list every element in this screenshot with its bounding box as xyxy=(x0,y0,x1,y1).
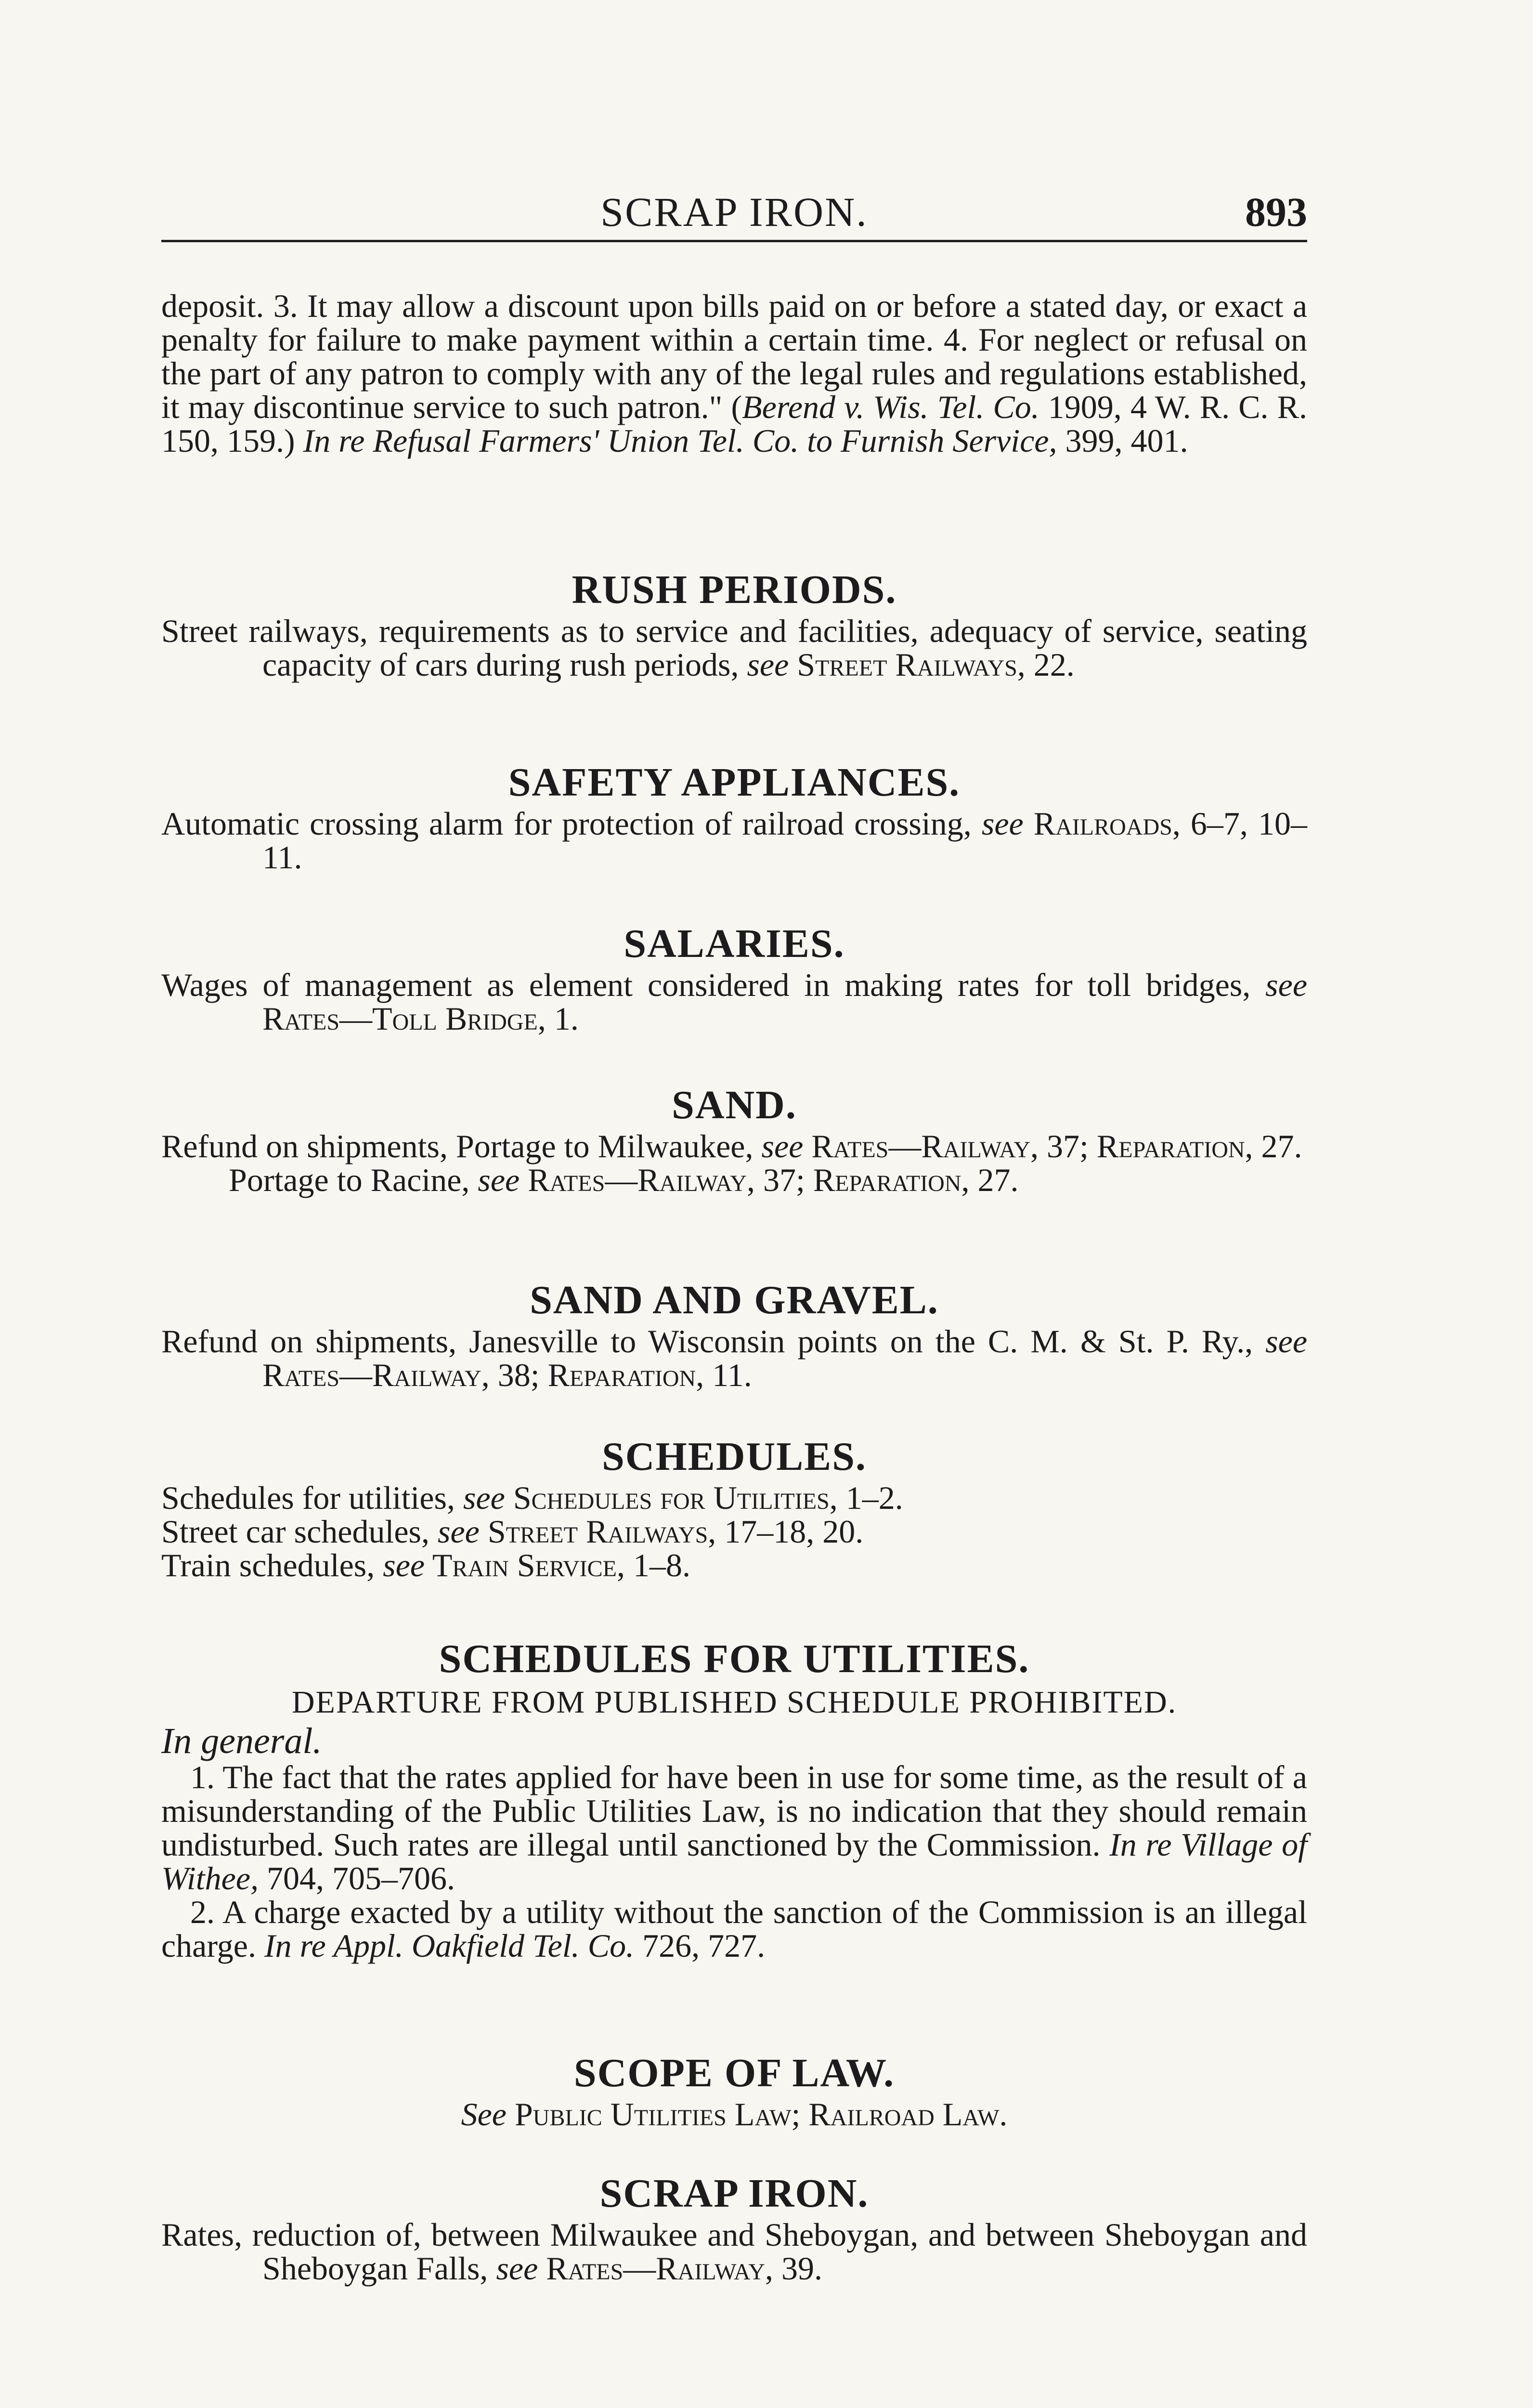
see-word: see xyxy=(478,1162,520,1198)
index-entry xyxy=(161,2097,1307,2131)
header-rule xyxy=(161,240,1307,242)
see-word: see xyxy=(761,1128,804,1165)
running-title: SCRAP IRON. xyxy=(600,189,868,235)
case-ref: 726, 727. xyxy=(634,1927,766,1964)
entry-ref: Train Service, 1–8. xyxy=(425,1547,690,1584)
index-entry xyxy=(161,968,1307,1035)
section-schedules-for-utilities xyxy=(161,1635,1307,1963)
entry-ref: Rates—Railway, 37; Reparation, 27. xyxy=(803,1128,1302,1165)
section-safety-appliances xyxy=(161,759,1307,874)
case-name: In re Appl. Oakfield Tel. Co. xyxy=(264,1927,635,1964)
section-heading: SAND AND GRAVEL. xyxy=(530,1278,939,1322)
section-rush-periods xyxy=(161,566,1307,681)
section-heading: SCOPE OF LAW. xyxy=(573,2051,895,2095)
section-heading: SCHEDULES. xyxy=(602,1434,867,1479)
entry-text: Street car schedules, xyxy=(161,1513,438,1550)
entry-text: Train schedules, xyxy=(161,1547,383,1584)
intro-text: deposit. 3. It may allow a discount upon bills paid on or before a stated day, or exact a penalty for failure to make payment within a certain time. 4. For neglect or refusal on the part of any patron to comply with any of the legal rules and regulations established, it may discontinue service to such patron." ( xyxy=(161,288,1307,425)
index-entry xyxy=(161,1548,1307,1582)
intro-citation: Berend v. Wis. Tel. Co. xyxy=(742,389,1039,425)
see-word: see xyxy=(496,2250,538,2287)
section-heading: SAND. xyxy=(672,1083,797,1127)
section-heading: SAFETY APPLIANCES. xyxy=(508,760,961,805)
see-word: see xyxy=(981,805,1024,842)
case-ref: 704, 705–706. xyxy=(259,1860,455,1897)
entry-ref: Schedules for Utilities, 1–2. xyxy=(505,1479,903,1516)
entry-text: Rates, reduction of, between Milwaukee and Sheboygan, and between Sheboygan and Sheboygan Falls, xyxy=(161,2216,1307,2287)
section-heading: RUSH PERIODS. xyxy=(572,567,897,612)
entry-text: Street railways, requirements as to service and facilities, adequacy of service, seating capacity of cars during rush periods, xyxy=(161,613,1307,683)
section-heading: SCHEDULES FOR UTILITIES. xyxy=(439,1636,1030,1681)
section-heading: SALARIES. xyxy=(624,921,845,966)
entry-text: Portage to Racine, xyxy=(229,1162,478,1198)
index-entry xyxy=(161,1515,1307,1548)
see-word: see xyxy=(383,1547,425,1584)
index-entry xyxy=(161,1481,1307,1515)
see-word: see xyxy=(747,646,789,683)
section-subheading: DEPARTURE FROM PUBLISHED SCHEDULE PROHIBITED. xyxy=(291,1685,1177,1720)
intro-paragraph xyxy=(161,289,1307,458)
entry-ref: Rates—Toll Bridge, 1. xyxy=(262,1000,579,1037)
entry-text: Refund on shipments, Portage to Milwaukee, xyxy=(161,1128,762,1165)
running-head xyxy=(161,188,1307,241)
section-sand-and-gravel xyxy=(161,1276,1307,1392)
see-word: see xyxy=(1265,1323,1307,1360)
intro-case-ref: 399, 401. xyxy=(1057,422,1188,459)
section-salaries xyxy=(161,920,1307,1035)
entry-ref: Railroads, 6–7, 10–11. xyxy=(262,805,1307,876)
index-entry xyxy=(161,807,1307,874)
entry-ref: Rates—Railway, 37; Reparation, 27. xyxy=(520,1162,1019,1198)
entry-ref: Public Utilities Law; Railroad Law. xyxy=(506,2096,1008,2133)
section-scrap-iron xyxy=(161,2170,1307,2285)
section-sand xyxy=(161,1081,1307,1197)
numbered-paragraph xyxy=(161,1895,1307,1963)
entry-ref: Street Railways, 17–18, 20. xyxy=(479,1513,864,1550)
entry-text: Wages of management as element considered in making rates for toll bridges, xyxy=(161,967,1266,1003)
index-entry xyxy=(161,1129,1307,1163)
paragraph-text: 2. A charge exacted by a utility without the sanction of the Commission is an illegal charge. xyxy=(161,1894,1307,1964)
entry-text: Automatic crossing alarm for protection of railroad crossing, xyxy=(161,805,982,842)
entry-ref: Street Railways, 22. xyxy=(789,646,1075,683)
index-entry xyxy=(161,614,1307,681)
page-number: 893 xyxy=(1245,189,1307,235)
section-schedules xyxy=(161,1433,1307,1582)
section-heading: SCRAP IRON. xyxy=(599,2171,869,2216)
entry-text: Schedules for utilities, xyxy=(161,1479,464,1516)
entry-ref: Rates—Railway, 38; Reparation, 11. xyxy=(262,1357,752,1393)
case-name: In re Village of Withee, xyxy=(161,1826,1307,1897)
intro-block xyxy=(161,289,1307,458)
see-word: see xyxy=(463,1479,505,1516)
entry-text: Refund on shipments, Janesville to Wisconsin points on the C. M. & St. P. Ry., xyxy=(161,1323,1266,1360)
index-entry xyxy=(161,2218,1307,2285)
index-subentry xyxy=(161,1163,1307,1197)
section-scope-of-law xyxy=(161,2049,1307,2131)
see-word: See xyxy=(461,2096,507,2133)
index-entry xyxy=(161,1324,1307,1392)
numbered-paragraph xyxy=(161,1760,1307,1895)
entry-ref: Rates—Railway, 39. xyxy=(538,2250,822,2287)
see-word: see xyxy=(437,1513,480,1550)
intro-case: In re Refusal Farmers' Union Tel. Co. to Furnish Service, xyxy=(303,422,1057,459)
italic-subheading: In general. xyxy=(161,1721,322,1761)
intro-citation-rest: 1909, 4 W. R. C. R. 150, 159.) xyxy=(161,389,1307,459)
see-word: see xyxy=(1265,967,1307,1003)
paragraph-text: 1. The fact that the rates applied for have been in use for some time, as the result of a misunderstanding of the Public Utilities Law, is no indication that they should remain undisturbed. Such rates are illegal until sanctioned by the Commission. xyxy=(161,1759,1307,1863)
